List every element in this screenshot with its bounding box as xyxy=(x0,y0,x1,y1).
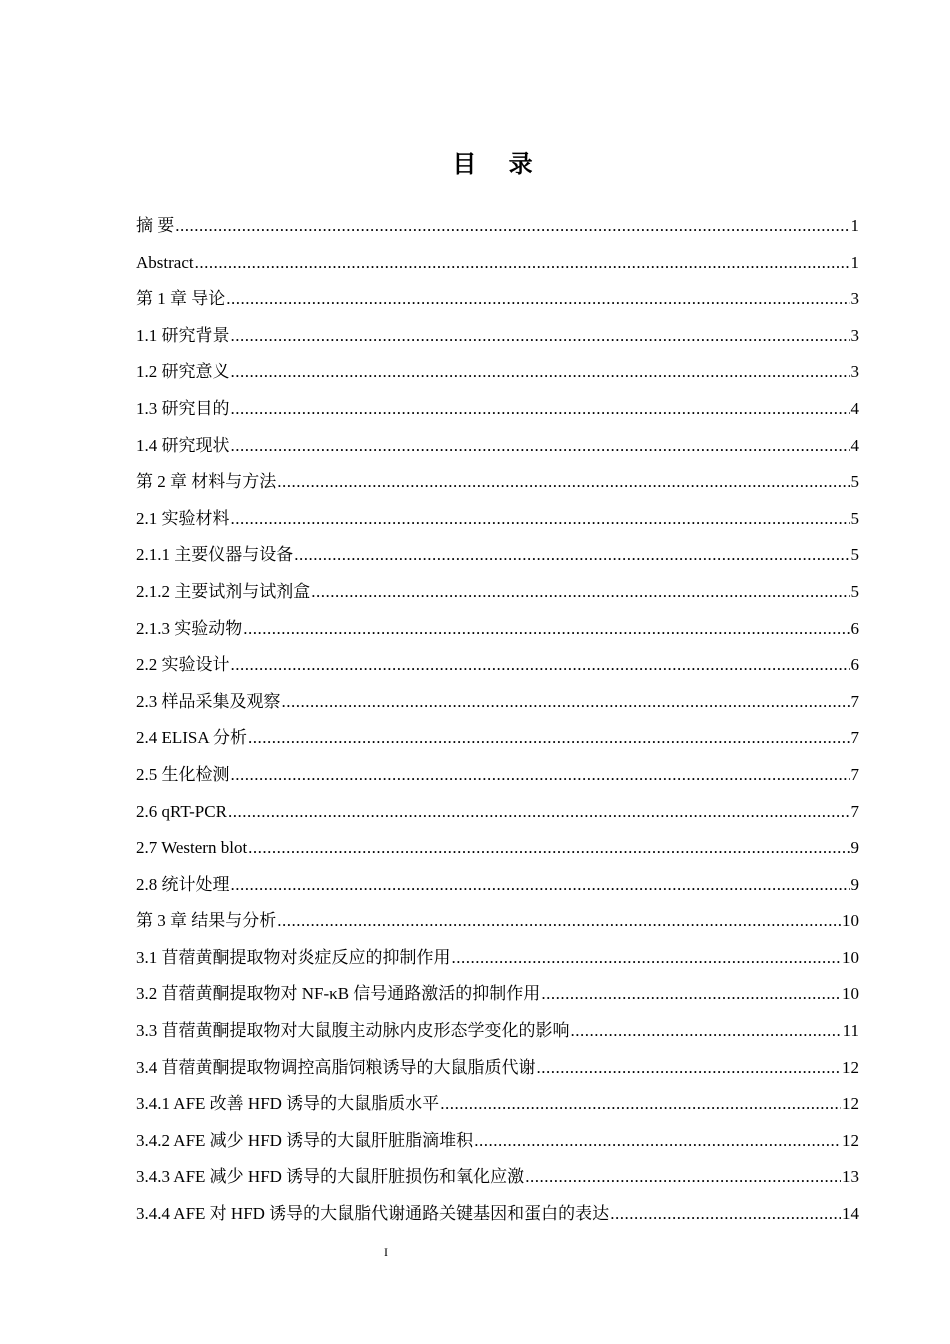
toc-dot-leader xyxy=(282,684,850,721)
toc-entry[interactable] xyxy=(136,1013,859,1050)
toc-dot-leader xyxy=(231,428,850,465)
toc-entry-title: 2.6 qRT-PCR xyxy=(136,801,227,821)
toc-entry-title: 1.2 研究意义 xyxy=(136,362,230,382)
toc-dot-leader xyxy=(452,940,842,977)
toc-entry-page: 5 xyxy=(850,545,859,565)
toc-entry-title: 3.4.2 AFE 减少 HFD 诱导的大鼠肝脏脂滴堆积 xyxy=(136,1130,474,1150)
toc-dot-leader xyxy=(231,501,850,538)
toc-entry-title: 2.1.1 主要仪器与设备 xyxy=(136,545,294,565)
toc-dot-leader xyxy=(525,1159,841,1196)
toc-entry-page: 3 xyxy=(850,325,859,345)
toc-entry[interactable] xyxy=(136,867,859,904)
toc-dot-leader xyxy=(231,318,850,355)
toc-entry[interactable] xyxy=(136,391,859,428)
toc-entry-title: 1.1 研究背景 xyxy=(136,325,230,345)
toc-entry[interactable] xyxy=(136,428,859,465)
toc-entry[interactable] xyxy=(136,794,859,831)
toc-entry-title: 第 3 章 结果与分析 xyxy=(136,911,277,931)
toc-dot-leader xyxy=(175,208,849,245)
page-number: I xyxy=(384,1245,388,1259)
toc-entry-title: 3.4.1 AFE 改善 HFD 诱导的大鼠脂质水平 xyxy=(136,1094,440,1114)
toc-entry-page: 10 xyxy=(842,984,859,1004)
toc-entry-title: 1.4 研究现状 xyxy=(136,435,230,455)
toc-entry[interactable] xyxy=(136,464,859,501)
toc-dot-leader xyxy=(541,976,841,1013)
toc-entry[interactable] xyxy=(136,1159,859,1196)
toc-entry-page: 7 xyxy=(850,764,859,784)
toc-entry-title: 2.1.3 实验动物 xyxy=(136,618,243,638)
toc-dot-leader xyxy=(248,720,850,757)
toc-entry-page: 10 xyxy=(842,947,859,967)
toc-dot-leader xyxy=(231,391,850,428)
toc-entry-page: 3 xyxy=(850,362,859,382)
toc-entry-page: 14 xyxy=(842,1204,859,1224)
toc-entry-page: 6 xyxy=(850,618,859,638)
toc-dot-leader xyxy=(226,281,849,318)
toc-dot-leader xyxy=(228,794,850,831)
toc-dot-leader xyxy=(231,354,850,391)
toc-entry[interactable] xyxy=(136,940,859,977)
toc-entry-page: 4 xyxy=(850,435,859,455)
toc-entry-page: 12 xyxy=(842,1094,859,1114)
toc-entry-page: 9 xyxy=(850,874,859,894)
toc-dot-leader xyxy=(231,647,850,684)
toc-dot-leader xyxy=(537,1050,842,1087)
toc-dot-leader xyxy=(243,611,849,648)
toc-entry-page: 12 xyxy=(842,1057,859,1077)
toc-entry-page: 6 xyxy=(850,655,859,675)
toc-entry-title: 2.4 ELISA 分析 xyxy=(136,728,247,748)
toc-entry[interactable] xyxy=(136,245,859,282)
toc-entry-page: 7 xyxy=(850,801,859,821)
toc-entry[interactable] xyxy=(136,830,859,867)
toc-entry[interactable] xyxy=(136,537,859,574)
toc-dot-leader xyxy=(571,1013,842,1050)
toc-entry-page: 7 xyxy=(850,691,859,711)
toc-entry[interactable] xyxy=(136,281,859,318)
toc-entry-page: 1 xyxy=(850,252,859,272)
toc-entry[interactable] xyxy=(136,1050,859,1087)
toc-entry-page: 5 xyxy=(850,581,859,601)
toc-entry[interactable] xyxy=(136,354,859,391)
toc-entry[interactable] xyxy=(136,1086,859,1123)
toc-entry-title: Abstract xyxy=(136,252,194,272)
toc-entry[interactable] xyxy=(136,1196,859,1233)
toc-entry[interactable] xyxy=(136,574,859,611)
toc-entry-title: 3.1 苜蓿黄酮提取物对炎症反应的抑制作用 xyxy=(136,947,451,967)
toc-entry-page: 4 xyxy=(850,398,859,418)
toc-dot-leader xyxy=(440,1086,841,1123)
toc-entry-title: 第 1 章 导论 xyxy=(136,289,226,309)
toc-entry-page: 5 xyxy=(850,472,859,492)
toc-entry-title: 2.8 统计处理 xyxy=(136,874,230,894)
toc-entry-title: 2.7 Western blot xyxy=(136,838,248,858)
toc-entry[interactable] xyxy=(136,684,859,721)
toc-entry-title: 3.4 苜蓿黄酮提取物调控高脂饲粮诱导的大鼠脂质代谢 xyxy=(136,1057,536,1077)
toc-entry-page: 10 xyxy=(842,911,859,931)
toc-entry[interactable] xyxy=(136,611,859,648)
toc-entry-page: 1 xyxy=(850,216,859,235)
toc-dot-leader xyxy=(610,1196,841,1233)
toc-dot-leader xyxy=(195,245,850,282)
toc-dot-leader xyxy=(474,1123,841,1160)
toc-entry-page: 7 xyxy=(850,728,859,748)
toc-entry-page: 13 xyxy=(842,1167,859,1187)
toc-entry[interactable] xyxy=(136,976,859,1013)
toc-entry[interactable] xyxy=(136,757,859,794)
toc-entry-title: 第 2 章 材料与方法 xyxy=(136,472,277,492)
toc-entry-title: 2.1.2 主要试剂与试剂盒 xyxy=(136,581,311,601)
toc-entry[interactable] xyxy=(136,720,859,757)
toc-entry-title: 2.3 样品采集及观察 xyxy=(136,691,281,711)
toc-entry-title: 2.1 实验材料 xyxy=(136,508,230,528)
toc-dot-leader xyxy=(277,903,841,940)
toc-entry-title: 3.4.4 AFE 对 HFD 诱导的大鼠脂代谢通路关键基因和蛋白的表达 xyxy=(136,1204,610,1224)
toc-entry-page: 12 xyxy=(842,1130,859,1150)
toc-entry[interactable] xyxy=(136,501,859,538)
toc-dot-leader xyxy=(231,867,850,904)
toc-entry[interactable] xyxy=(136,647,859,684)
toc-dot-leader xyxy=(248,830,849,867)
table-of-contents xyxy=(136,208,859,1233)
toc-entry-page: 5 xyxy=(850,508,859,528)
toc-entry-title: 3.4.3 AFE 减少 HFD 诱导的大鼠肝脏损伤和氧化应激 xyxy=(136,1167,525,1187)
toc-entry-title: 2.2 实验设计 xyxy=(136,655,230,675)
toc-entry-title: 3.3 苜蓿黄酮提取物对大鼠腹主动脉内皮形态学变化的影响 xyxy=(136,1021,570,1041)
toc-dot-leader xyxy=(231,757,850,794)
page-title: 目 录 xyxy=(452,150,545,178)
toc-entry-title: 1.3 研究目的 xyxy=(136,398,230,418)
toc-entry[interactable] xyxy=(136,903,859,940)
toc-entry[interactable] xyxy=(136,208,859,245)
toc-entry-title: 2.5 生化检测 xyxy=(136,764,230,784)
toc-dot-leader xyxy=(277,464,849,501)
toc-entry-title: 3.2 苜蓿黄酮提取物对 NF-κB 信号通路激活的抑制作用 xyxy=(136,984,541,1004)
toc-entry-page: 3 xyxy=(850,289,859,309)
toc-dot-leader xyxy=(311,574,849,611)
toc-entry[interactable] xyxy=(136,1123,859,1160)
toc-entry-title: 摘 要 xyxy=(136,216,175,235)
toc-entry-page: 9 xyxy=(850,838,859,858)
toc-dot-leader xyxy=(294,537,849,574)
toc-entry[interactable] xyxy=(136,318,859,355)
toc-entry-page: 11 xyxy=(842,1021,859,1041)
